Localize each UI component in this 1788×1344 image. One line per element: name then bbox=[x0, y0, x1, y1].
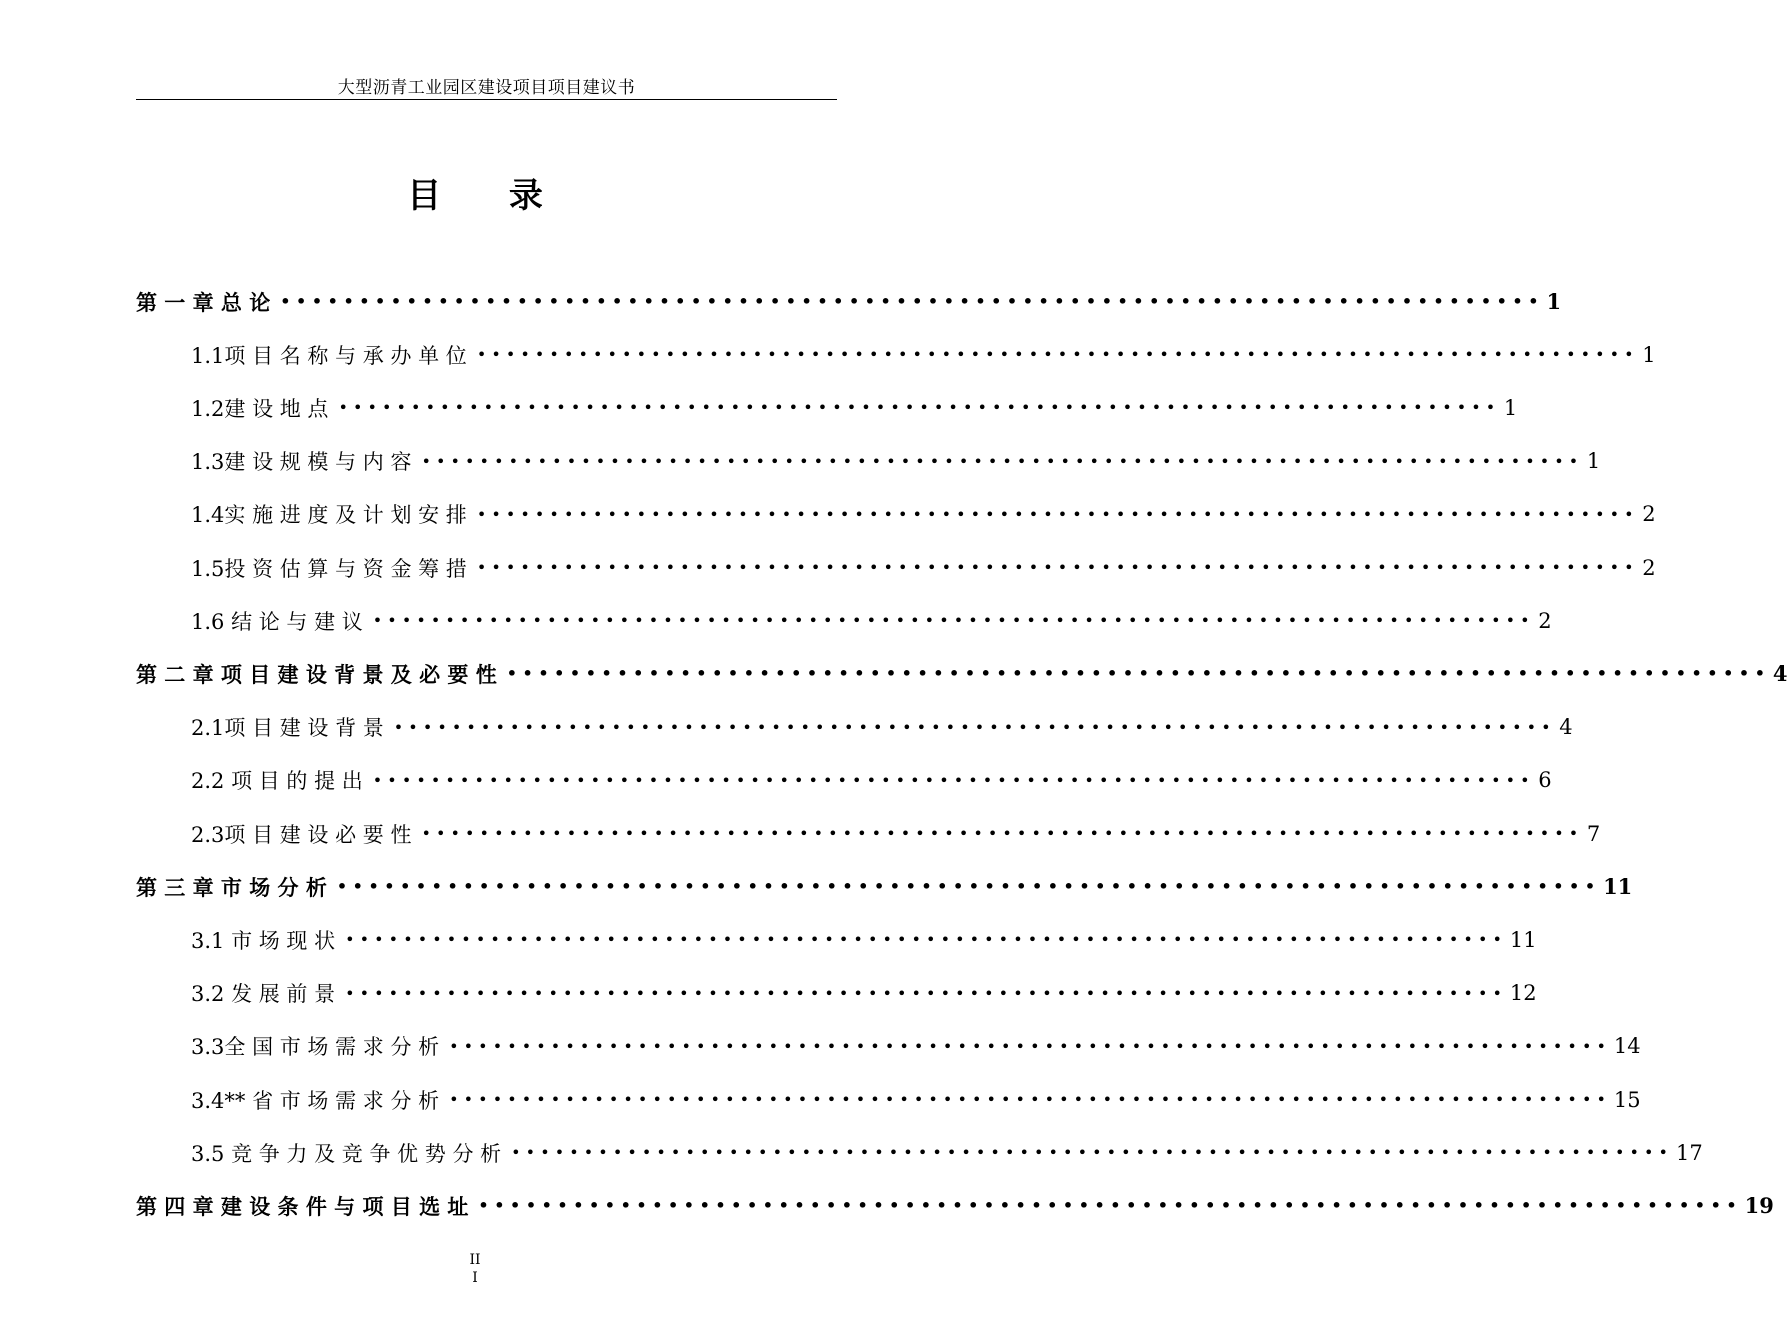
toc-section-entry[interactable] bbox=[191, 328, 1656, 381]
toc-entry-label: 1.5投 资 估 算 与 资 金 筹 措 bbox=[191, 556, 467, 581]
toc-entry-page: 1 bbox=[1586, 449, 1601, 474]
toc-section-entry[interactable] bbox=[191, 594, 1552, 647]
toc-section-entry[interactable] bbox=[191, 807, 1601, 860]
toc-leader-dots: • • • • • • • • • • • • • • • • • • • • • • • • • • • • • • • • • • • • • • • • • • • • • • • • • • • • • • • • • • • • • • • • • • • • • • • • • • • • • • • • bbox=[372, 611, 1530, 631]
toc-entry-label: 第 三 章 市 场 分 析 bbox=[136, 875, 327, 900]
toc-entry-page: 11 bbox=[1603, 874, 1633, 900]
toc-entry-page: 1 bbox=[1642, 342, 1656, 367]
toc-leader-dots: • • • • • • • • • • • • • • • • • • • • • • • • • • • • • • • • • • • • • • • • • • • • • • • • • • • • • • • • • • • • • • • • • • • • • • • • • • • • • • • • bbox=[449, 1036, 1606, 1056]
toc-chapter-entry[interactable] bbox=[136, 275, 1562, 328]
toc-chapter-entry[interactable] bbox=[136, 860, 1633, 913]
toc-leader-dots: • • • • • • • • • • • • • • • • • • • • • • • • • • • • • • • • • • • • • • • • • • • • • • • • • • • • • • • • • • • • • • • • • • • • • • • • • • • • • • • • bbox=[393, 717, 1551, 737]
toc-entry-page: 14 bbox=[1613, 1034, 1641, 1059]
toc-entry-label: 3.1 市 场 现 状 bbox=[191, 928, 336, 953]
toc-leader-dots: • • • • • • • • • • • • • • • • • • • • • • • • • • • • • • • • • • • • • • • • • • • • • • • • • • • • • • • • • • • • • • • • • • • • • • • • • • • • • • • • bbox=[421, 451, 1579, 471]
toc-entry-page: 17 bbox=[1675, 1140, 1703, 1165]
header-rule bbox=[136, 99, 837, 100]
page-header: 大型沥青工业园区建设项目项目建议书 bbox=[337, 78, 636, 98]
toc-entry-label: 3.2 发 展 前 景 bbox=[191, 982, 336, 1007]
toc-section-entry[interactable] bbox=[191, 967, 1537, 1020]
toc-entry-page: 6 bbox=[1538, 768, 1552, 793]
toc-entry-page: 7 bbox=[1586, 821, 1601, 846]
toc-section-entry[interactable] bbox=[191, 435, 1601, 488]
toc-leader-dots: • • • • • • • • • • • • • • • • • • • • • • • • • • • • • • • • • • • • • • • • • • • • • • • • • • • • • • • • • • • • • • • • • • • • • • • • • • • • • • • • bbox=[449, 1090, 1606, 1109]
toc-section-entry[interactable] bbox=[191, 541, 1656, 594]
toc-entry-page: 4 bbox=[1772, 661, 1788, 687]
toc-entry-label: 1.6 结 论 与 建 议 bbox=[191, 609, 363, 634]
toc-leader-dots: • • • • • • • • • • • • • • • • • • • • • • • • • • • • • • • • • • • • • • • • • • • • • • • • • • • • • • • • • • • • • • • • • • • • • • • • • • • • • • • • bbox=[345, 930, 1502, 950]
page-number-sub: I bbox=[472, 1270, 478, 1286]
toc-entry-page: 15 bbox=[1613, 1087, 1641, 1112]
toc-chapter-entry[interactable] bbox=[136, 1179, 1774, 1232]
toc-title: 目 录 bbox=[407, 176, 571, 216]
toc-section-entry[interactable] bbox=[191, 1020, 1641, 1073]
toc-entry-page: 2 bbox=[1642, 555, 1656, 580]
toc-entry-label: 3.3全 国 市 场 需 求 分 析 bbox=[191, 1035, 440, 1060]
toc-entry-label: 2.3项 目 建 设 必 要 性 bbox=[191, 822, 412, 847]
toc-entry-page: 1 bbox=[1546, 289, 1562, 314]
toc-leader-dots: • • • • • • • • • • • • • • • • • • • • • • • • • • • • • • • • • • • • • • • • • • • • • • • • • • • • • • • • • • • • • • • • • • • • • • • • • • • • • • • • bbox=[506, 664, 1765, 684]
toc-chapter-entry[interactable] bbox=[136, 647, 1788, 700]
toc-section-entry[interactable] bbox=[191, 1126, 1703, 1179]
toc-entry-label: 第 一 章 总 论 bbox=[136, 290, 271, 315]
toc-section-entry[interactable] bbox=[191, 913, 1537, 966]
toc-entry-page: 12 bbox=[1509, 981, 1537, 1006]
toc-leader-dots: • • • • • • • • • • • • • • • • • • • • • • • • • • • • • • • • • • • • • • • • • • • • • • • • • • • • • • • • • • • • • • • • • • • • • • • • • • • • • • • • bbox=[421, 824, 1579, 843]
toc-section-entry[interactable] bbox=[191, 1073, 1641, 1126]
toc-entry-label: 1.3建 设 规 模 与 内 容 bbox=[191, 450, 412, 475]
toc-entry-label: 2.2 项 目 的 提 出 bbox=[191, 769, 363, 794]
toc-entry-page: 2 bbox=[1642, 502, 1656, 527]
toc-entry-label: 1.1项 目 名 称 与 承 办 单 位 bbox=[191, 343, 467, 368]
toc-entry-page: 11 bbox=[1509, 927, 1537, 952]
toc-section-entry[interactable] bbox=[191, 701, 1573, 754]
toc-entry-label: 3.4** 省 市 场 需 求 分 析 bbox=[191, 1088, 440, 1113]
toc-leader-dots: • • • • • • • • • • • • • • • • • • • • • • • • • • • • • • • • • • • • • • • • • • • • • • • • • • • • • • • • • • • • • • • • • • • • • • • • • • • • • • • • bbox=[511, 1143, 1668, 1163]
toc-entry-label: 第 四 章 建 设 条 件 与 项 目 选 址 bbox=[136, 1194, 469, 1219]
toc-leader-dots: • • • • • • • • • • • • • • • • • • • • • • • • • • • • • • • • • • • • • • • • • • • • • • • • • • • • • • • • • • • • • • • • • • • • • • • • • • • • • • • • bbox=[372, 770, 1530, 790]
toc-entry-label: 3.5 竞 争 力 及 竞 争 优 势 分 析 bbox=[191, 1141, 502, 1166]
toc-leader-dots: • • • • • • • • • • • • • • • • • • • • • • • • • • • • • • • • • • • • • • • • • • • • • • • • • • • • • • • • • • • • • • • • • • • • • • • • • • • • • • • • bbox=[478, 1196, 1737, 1216]
toc-leader-dots: • • • • • • • • • • • • • • • • • • • • • • • • • • • • • • • • • • • • • • • • • • • • • • • • • • • • • • • • • • • • • • • • • • • • • • • • • • • • • • • • bbox=[336, 877, 1596, 897]
toc-entry-page: 4 bbox=[1559, 715, 1573, 740]
toc-entry-label: 1.4实 施 进 度 及 计 划 安 排 bbox=[191, 503, 467, 528]
toc-leader-dots: • • • • • • • • • • • • • • • • • • • • • • • • • • • • • • • • • • • • • • • • • • • • • • • • • • • • • • • • • • • • • • • • • • • • • • • • • • • • • • • • bbox=[476, 558, 1634, 577]
toc-entry-label: 2.1项 目 建 设 背 景 bbox=[191, 716, 384, 741]
toc-leader-dots: • • • • • • • • • • • • • • • • • • • • • • • • • • • • • • • • • • • • • • • • • • • • • • • • • • • • • • • • • • • • • • • • • • • • • • • • • • • • • • • • bbox=[476, 504, 1634, 524]
toc-leader-dots: • • • • • • • • • • • • • • • • • • • • • • • • • • • • • • • • • • • • • • • • • • • • • • • • • • • • • • • • • • • • • • • • • • • • • • • • • • • • • • • • bbox=[338, 398, 1496, 418]
toc-leader-dots: • • • • • • • • • • • • • • • • • • • • • • • • • • • • • • • • • • • • • • • • • • • • • • • • • • • • • • • • • • • • • • • • • • • • • • • • • • • • • • • • bbox=[280, 292, 1539, 311]
page-number-roman: II bbox=[469, 1252, 481, 1268]
toc-section-entry[interactable] bbox=[191, 488, 1656, 541]
toc-section-entry[interactable] bbox=[191, 754, 1552, 807]
toc-section-entry[interactable] bbox=[191, 381, 1518, 434]
toc-entry-page: 2 bbox=[1538, 608, 1552, 633]
toc-entry-label: 第 二 章 项 目 建 设 背 景 及 必 要 性 bbox=[136, 662, 497, 687]
toc-entry-page: 1 bbox=[1503, 395, 1518, 420]
toc-entry-page: 19 bbox=[1744, 1193, 1774, 1219]
toc-leader-dots: • • • • • • • • • • • • • • • • • • • • • • • • • • • • • • • • • • • • • • • • • • • • • • • • • • • • • • • • • • • • • • • • • • • • • • • • • • • • • • • • bbox=[345, 983, 1502, 1003]
toc-entry-label: 1.2建 设 地 点 bbox=[191, 396, 329, 421]
toc-leader-dots: • • • • • • • • • • • • • • • • • • • • • • • • • • • • • • • • • • • • • • • • • • • • • • • • • • • • • • • • • • • • • • • • • • • • • • • • • • • • • • • • bbox=[476, 345, 1634, 365]
